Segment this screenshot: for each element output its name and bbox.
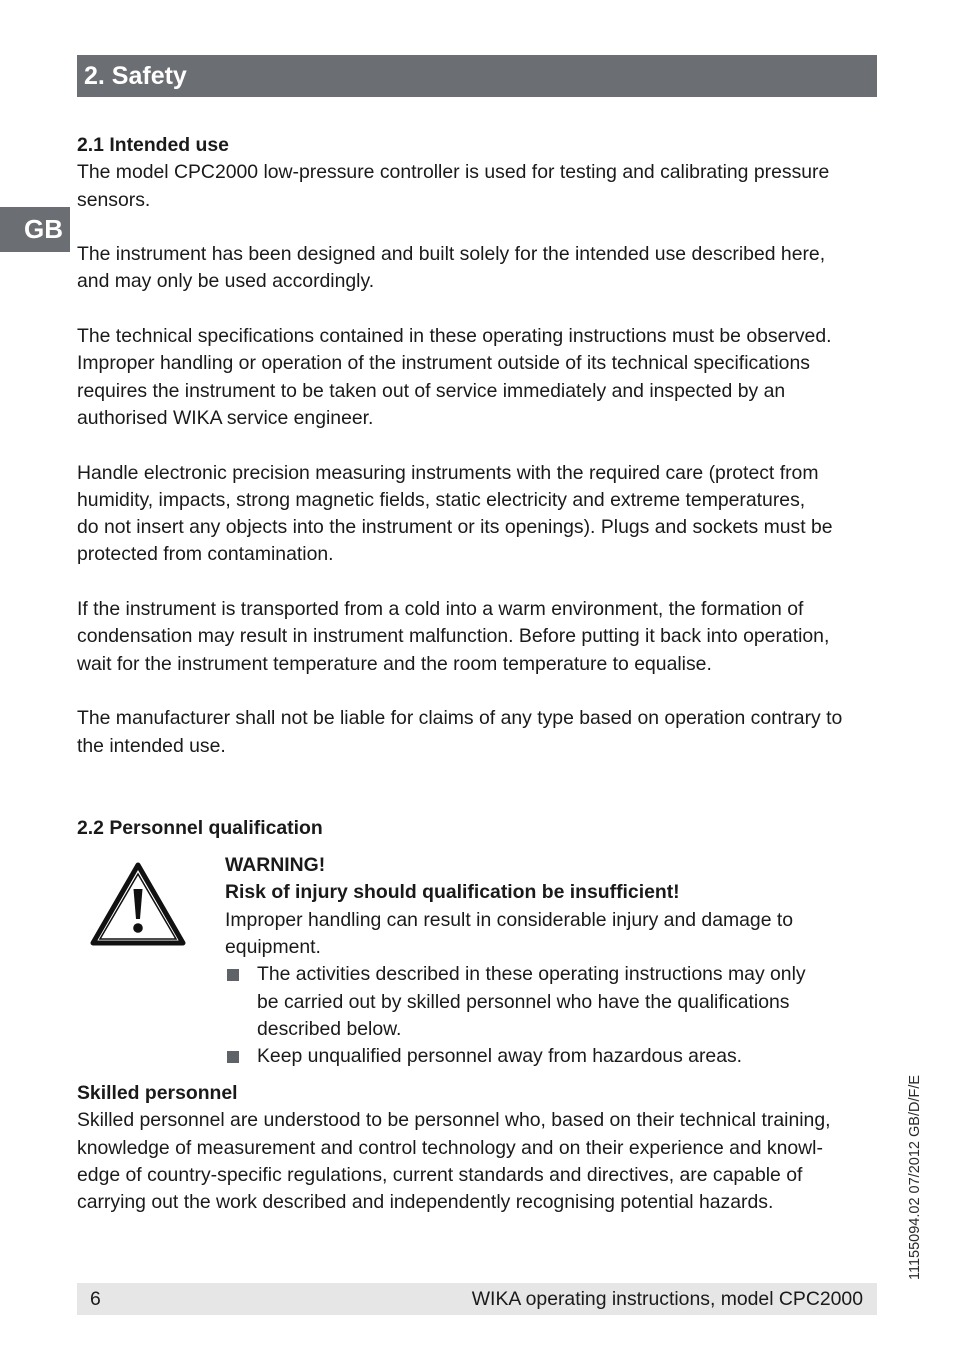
paragraph [77,460,877,569]
page-content [77,132,877,1217]
text-line: condensation may result in instrument malfunction. Before putting it back into operation, [77,625,830,648]
list-item [225,961,877,1043]
text-line: edge of country-specific regulations, current standards and directives, are capable of [77,1164,803,1187]
text-line: The manufacturer shall not be liable for claims of any type based on operation contrary to [77,707,843,730]
text-line: do not insert any objects into the instrument or its openings). Plugs and sockets must be [77,516,833,539]
text-line: wait for the instrument temperature and the room temperature to equalise. [77,652,712,675]
text-line: protected from contamination. [77,543,334,566]
text-line: be carried out by skilled personnel who have the qualifications [257,990,790,1013]
text-line: Keep unqualified personnel away from hazardous areas. [257,1045,743,1068]
section-title: 2. Safety [84,62,187,90]
text-line: knowledge of measurement and control technology and on their experience and knowl- [77,1136,823,1159]
text-line: requires the instrument to be taken out of service immediately and inspected by an [77,379,786,402]
text-line: The instrument has been designed and built solely for the intended use described here, [77,243,826,266]
text-line: Improper handling or operation of the instrument outside of its technical specifications [77,352,810,375]
text-line: authorised WIKA service engineer. [77,406,374,429]
text-line: equipment. [225,936,321,959]
heading-intended-use: 2.1 Intended use [77,134,229,156]
heading-personnel-qualification: 2.2 Personnel qualification [77,816,323,839]
text-line: the intended use. [77,734,226,757]
section-title-bar [77,55,877,97]
square-bullet-icon [227,969,239,981]
text-line: The model CPC2000 low-pressure controller is used for testing and calibrating pressure [77,161,830,184]
paragraph [77,241,877,296]
text-line: and may only be used accordingly. [77,270,375,293]
paragraph [77,705,877,760]
text-line: Improper handling can result in considerable injury and damage to [225,908,794,931]
warning-triangle-icon [90,861,186,947]
text-line: Handle electronic precision measuring instruments with the required care (protect from [77,461,819,484]
heading-skilled-personnel: Skilled personnel [77,1082,238,1105]
paragraph [77,323,877,432]
page-number: 6 [90,1288,101,1310]
text-line: The activities described in these operating instructions may only [257,963,806,986]
square-bullet-icon [227,1051,239,1063]
text-line: carrying out the work described and independently recognising potential hazards. [77,1191,774,1214]
text-line: The technical specifications contained in these operating instructions must be observed. [77,325,832,348]
warning-bullet-list [225,961,877,1070]
paragraph [77,1107,877,1216]
page-footer [77,1283,877,1315]
text-line: humidity, impacts, strong magnetic fields, static electricity and extreme temperatures, [77,488,806,511]
warning-subtitle: Risk of injury should qualification be insufficient! [225,881,680,904]
paragraph [77,596,877,678]
document-code: 11155094.02 07/2012 GB/D/F/E [907,1074,923,1280]
warning-block [77,852,877,1072]
language-tab: GB [0,207,70,252]
text-line: described below. [257,1017,402,1040]
paragraph [77,159,877,214]
warning-title: WARNING! [225,854,326,877]
footer-text: WIKA operating instructions, model CPC2000 [471,1288,863,1310]
list-item [225,1043,877,1070]
text-line: If the instrument is transported from a cold into a warm environment, the formation of [77,598,804,621]
text-line: sensors. [77,188,151,211]
warning-text [225,907,877,962]
text-line: Skilled personnel are understood to be personnel who, based on their technical training, [77,1109,831,1132]
